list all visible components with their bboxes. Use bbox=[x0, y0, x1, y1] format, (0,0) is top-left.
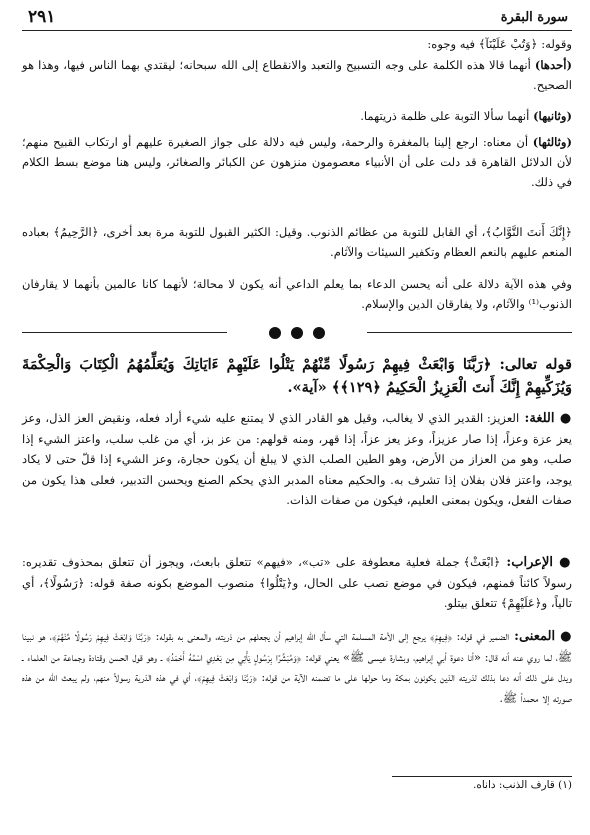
paragraph-text: أنهما سألا التوبة على ظلمة ذريتهما. bbox=[360, 109, 534, 123]
paragraph-first-aspect bbox=[22, 55, 572, 95]
verse-heading bbox=[22, 353, 572, 399]
section-grammar bbox=[22, 552, 572, 614]
page-header bbox=[22, 8, 572, 31]
verse-text: ﴿رَبَّنَا وَابْعَثْ فِيهِمْ رَسُولًا مِّنْهُمْ يَتْلُوا عَلَيْهِمْ ءَايَاتِكَ وَيُعَلِّمُهُمُ الْكِتَابَ وَالْحِكْمَةَ وَيُزَكِّيهِمْ إِنَّكَ أَنتَ الْعَزِيزُ الْحَكِيمُ ﴿١٢٩﴾﴾ «آية». bbox=[22, 356, 572, 396]
page-number: ٢٩١ bbox=[28, 7, 56, 27]
divider-dots bbox=[247, 322, 347, 344]
section-text: الضمير في قوله: ﴿فِيهِمْ﴾ يرجع إلى الأمة المسلمة التي سأل الله إبراهيم أن يجعلهم من ذريته، والمعنى به بقوله: ﴿رَبَّنَا وَابْعَثْ فِيهِمْ رَسُولًا مِّنْهُمْ﴾، هو نبينا ﷺ، لما روي عنه أنه قال: «أنا دعوة أبي إبراهيم، وبشارة عيسى ﷺ» يعني قوله: ﴿وَمُبَشِّرًا بِرَسُولٍ يَأْتِي مِن بَعْدِي اسْمُهُ أَحْمَدُ﴾ ـ وهو قول الحسن وقتادة وجماعة من العلماء ـ ويدل على ذلك أنه دعا بذلك لذريته الذين يكونون بمكة وما حولها على ما تضمنه الآية من قوله: ﴿رَبَّنَا وَابْعَثْ فِيهِمْ﴾، أي في هذه الذرية رسولاً منهم، ولم يبعث الله من هذه صورته إلا محمداً ﷺ. bbox=[22, 629, 572, 705]
section-text: العزيز: القدير الذي لا يغالب، وقيل هو القادر الذي لا يمتنع عليه شيء أراد فعله، ونقيض العز الذل، وعز يعز عزة وعزاً، إذا صار عزيزاً، وعز يعز عزاً، إذا قهر، ومنه قولهم: من عز بز، أي من غلب سلب، واعتز الشيء إذا صلب، وهو من العزاز من الأرض، وهو الطين الصلب الذي لا يبلغ أن يكون حجارة، وعز الشيء إذا قلّ حتى لا يكاد يوجد، واعتز فلان بفلان إذا تشرف به. والحكيم معناه المدبر الذي يحكم الصنع ويحسن التدبير، فعلى هذا يكون من صفات الفعل، ويكون بمعنى العليم، فيكون من صفات الذات. bbox=[22, 411, 572, 507]
section-lead: ● اللغة: bbox=[519, 411, 572, 426]
paragraph-text: أنهما قالا هذه الكلمة على وجه التسبيح والتعبد والانقطاع إلى الله سبحانه؛ ليقتدي بهما الناس فيها، وهذا هو الصحيح. bbox=[22, 58, 572, 93]
verse-lead: قوله تعالى: bbox=[491, 356, 572, 373]
dot-ornament bbox=[269, 327, 281, 339]
footnote: (١) قارف الذنب: داناه. bbox=[473, 779, 572, 791]
paragraph-text: ﴿إِنَّكَ أَنتَ التَّوَّابُ﴾، أي القابل للتوبة من عظائم الذنوب. وقيل: الكثير القبول للتوبة مرة بعد أخرى، ﴿الرَّحِيمُ﴾ بعباده المنعم عليهم بالنعم العظام وتكفير السيئات والآثام. bbox=[22, 225, 572, 260]
page bbox=[22, 8, 572, 828]
dot-ornament bbox=[291, 327, 303, 339]
paragraph-second-aspect bbox=[22, 106, 572, 126]
paragraph-intro bbox=[22, 34, 572, 54]
surah-title: سورة البقرة bbox=[500, 10, 568, 25]
section-meaning bbox=[22, 626, 572, 708]
divider-line-left bbox=[22, 332, 227, 333]
dot-ornament bbox=[313, 327, 325, 339]
footnote-divider bbox=[392, 776, 572, 777]
paragraph-lead: (وثانيها) bbox=[533, 109, 572, 123]
paragraph-text: وقوله: ﴿وَتُبْ عَلَيْنَآ﴾ فيه وجوه: bbox=[427, 37, 572, 51]
paragraph-text: وفي هذه الآية دلالة على أنه يحسن الدعاء بما يعلم الداعي أنه يكون لا محالة؛ لأنهما كانا عالمين بأنهما لا يقارفان الذنوب⁽¹⁾ والآثام، ولا يفارقان الدين والإسلام. bbox=[22, 277, 572, 312]
paragraph-lead: (أحدها) bbox=[534, 58, 572, 72]
section-lead: ● الإعراب: bbox=[500, 555, 572, 570]
paragraph-lead: (وثالثها) bbox=[532, 135, 572, 149]
paragraph-text: أن معناه: ارجع إلينا بالمغفرة والرحمة، وليس فيه دلالة على جواز الصغيرة عليهم أو ارتكاب القبيح منهم؛ لأن الدلائل القاهرة قد دلت على أن الأنبياء معصومون منزهون عن الكبائر والصغائر، وليس هنا موضع بسط الكلام في ذلك. bbox=[22, 135, 572, 190]
section-divider bbox=[22, 320, 572, 346]
section-lead: ● المعنى: bbox=[509, 629, 572, 644]
section-language bbox=[22, 408, 572, 510]
paragraph-tawwab bbox=[22, 222, 572, 262]
divider-line-right bbox=[367, 332, 572, 333]
paragraph-third-aspect bbox=[22, 132, 572, 193]
paragraph-conclusion bbox=[22, 274, 572, 314]
section-text: ﴿ابْعَثْ﴾ جملة فعلية معطوفة على «تب»، «فيهم» تتعلق بابعث، ويجوز أن تتعلق بمحذوف تقديره: رسولاً كائناً فمنهم، فيكون في موضع نصب على الحال، و﴿يَتْلُوا﴾ منصوب الموضع بكونه صفة قوله: ﴿رَسُولًا﴾، أي تالياً، و﴿عَلَيْهِمْ﴾ تتعلق بيتلو. bbox=[22, 555, 572, 611]
